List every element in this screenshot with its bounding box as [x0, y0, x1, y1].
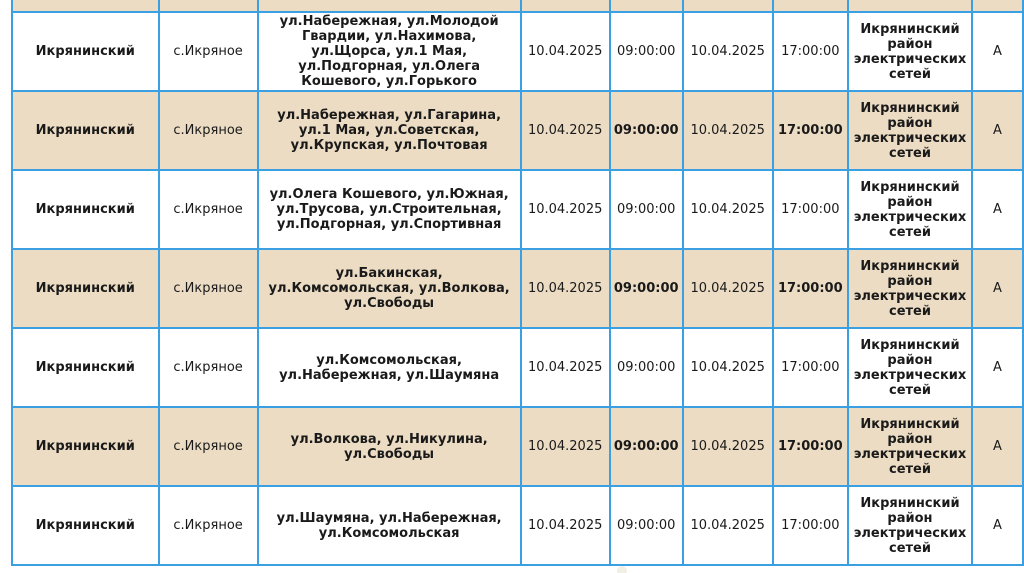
locality-cell: с.Икряное	[159, 170, 258, 249]
end-time-cell: 17:00:00	[773, 407, 848, 486]
end-time-cell	[773, 0, 848, 12]
start-date-cell	[521, 0, 610, 12]
org-cell: Икрянинский район электрических сетей	[848, 12, 972, 91]
org-cell: Икрянинский район электрических сетей	[848, 407, 972, 486]
district-cell	[12, 0, 159, 12]
extra-cell	[972, 0, 1023, 12]
streets-cell: ул.Комсомольская, ул.Набережная, ул.Шаумяна	[258, 328, 521, 407]
streets-cell: ул.Набережная, ул.Гагарина, ул.1 Мая, ул.Советская, ул.Крупская, ул.Почтовая	[258, 91, 521, 170]
district-cell: Икрянинский	[12, 170, 159, 249]
district-cell: Икрянинский	[12, 328, 159, 407]
extra-cell: А	[972, 407, 1023, 486]
extra-cell: А	[972, 249, 1023, 328]
end-time-cell: 17:00:00	[773, 328, 848, 407]
locality-cell: с.Икряное	[159, 91, 258, 170]
locality-cell: с.Икряное	[159, 407, 258, 486]
table-row	[12, 249, 1023, 328]
locality-cell: с.Икряное	[159, 249, 258, 328]
streets-cell: ул.Волкова, ул.Никулина, ул.Свободы	[258, 407, 521, 486]
end-date-cell: 10.04.2025	[683, 170, 773, 249]
end-time-cell: 17:00:00	[773, 486, 848, 565]
org-cell: Икрянинский район электрических сетей	[848, 170, 972, 249]
start-time-cell: 09:00:00	[610, 91, 683, 170]
table-body	[12, 0, 1023, 565]
start-date-cell: 10.04.2025	[521, 249, 610, 328]
end-date-cell: 10.04.2025	[683, 486, 773, 565]
district-cell: Икрянинский	[12, 407, 159, 486]
locality-cell: с.Икряное	[159, 328, 258, 407]
start-date-cell: 10.04.2025	[521, 328, 610, 407]
district-cell: Икрянинский	[12, 91, 159, 170]
start-time-cell: 09:00:00	[610, 328, 683, 407]
district-cell: Икрянинский	[12, 249, 159, 328]
end-date-cell: 10.04.2025	[683, 407, 773, 486]
extra-cell: А	[972, 91, 1023, 170]
extra-cell: А	[972, 170, 1023, 249]
district-cell: Икрянинский	[12, 486, 159, 565]
table-row	[12, 0, 1023, 12]
end-date-cell: 10.04.2025	[683, 91, 773, 170]
streets-cell	[258, 0, 521, 12]
streets-cell: ул.Бакинская, ул.Комсомольская, ул.Волкова, ул.Свободы	[258, 249, 521, 328]
extra-cell: А	[972, 328, 1023, 407]
table-row	[12, 328, 1023, 407]
end-date-cell: 10.04.2025	[683, 328, 773, 407]
streets-cell: ул.Шаумяна, ул.Набережная, ул.Комсомольская	[258, 486, 521, 565]
end-time-cell: 17:00:00	[773, 12, 848, 91]
start-date-cell: 10.04.2025	[521, 170, 610, 249]
district-cell: Икрянинский	[12, 12, 159, 91]
end-date-cell: 10.04.2025	[683, 249, 773, 328]
org-cell: Икрянинский район электрических сетей	[848, 486, 972, 565]
org-cell	[848, 0, 972, 12]
end-time-cell: 17:00:00	[773, 249, 848, 328]
scroll-indicator-dot	[617, 566, 627, 573]
org-cell: Икрянинский район электрических сетей	[848, 91, 972, 170]
extra-cell: А	[972, 486, 1023, 565]
start-time-cell: 09:00:00	[610, 486, 683, 565]
streets-cell: ул.Набережная, ул.Молодой Гвардии, ул.Нахимова, ул.Щорса, ул.1 Мая, ул.Подгорная, ул.Олега Кошевого, ул.Горького	[258, 12, 521, 91]
start-time-cell	[610, 0, 683, 12]
end-time-cell: 17:00:00	[773, 170, 848, 249]
locality-cell: с.Икряное	[159, 486, 258, 565]
start-date-cell: 10.04.2025	[521, 12, 610, 91]
extra-cell: А	[972, 12, 1023, 91]
table-row	[12, 407, 1023, 486]
start-time-cell: 09:00:00	[610, 407, 683, 486]
table-row	[12, 170, 1023, 249]
start-time-cell: 09:00:00	[610, 170, 683, 249]
end-date-cell	[683, 0, 773, 12]
table-row	[12, 486, 1023, 565]
locality-cell	[159, 0, 258, 12]
locality-cell: с.Икряное	[159, 12, 258, 91]
table-row	[12, 12, 1023, 91]
org-cell: Икрянинский район электрических сетей	[848, 328, 972, 407]
start-date-cell: 10.04.2025	[521, 486, 610, 565]
org-cell: Икрянинский район электрических сетей	[848, 249, 972, 328]
end-date-cell: 10.04.2025	[683, 12, 773, 91]
table-row	[12, 91, 1023, 170]
start-date-cell: 10.04.2025	[521, 407, 610, 486]
end-time-cell: 17:00:00	[773, 91, 848, 170]
start-date-cell: 10.04.2025	[521, 91, 610, 170]
start-time-cell: 09:00:00	[610, 249, 683, 328]
streets-cell: ул.Олега Кошевого, ул.Южная, ул.Трусова, ул.Строительная, ул.Подгорная, ул.Спортивная	[258, 170, 521, 249]
power-outage-table	[11, 0, 1024, 566]
start-time-cell: 09:00:00	[610, 12, 683, 91]
